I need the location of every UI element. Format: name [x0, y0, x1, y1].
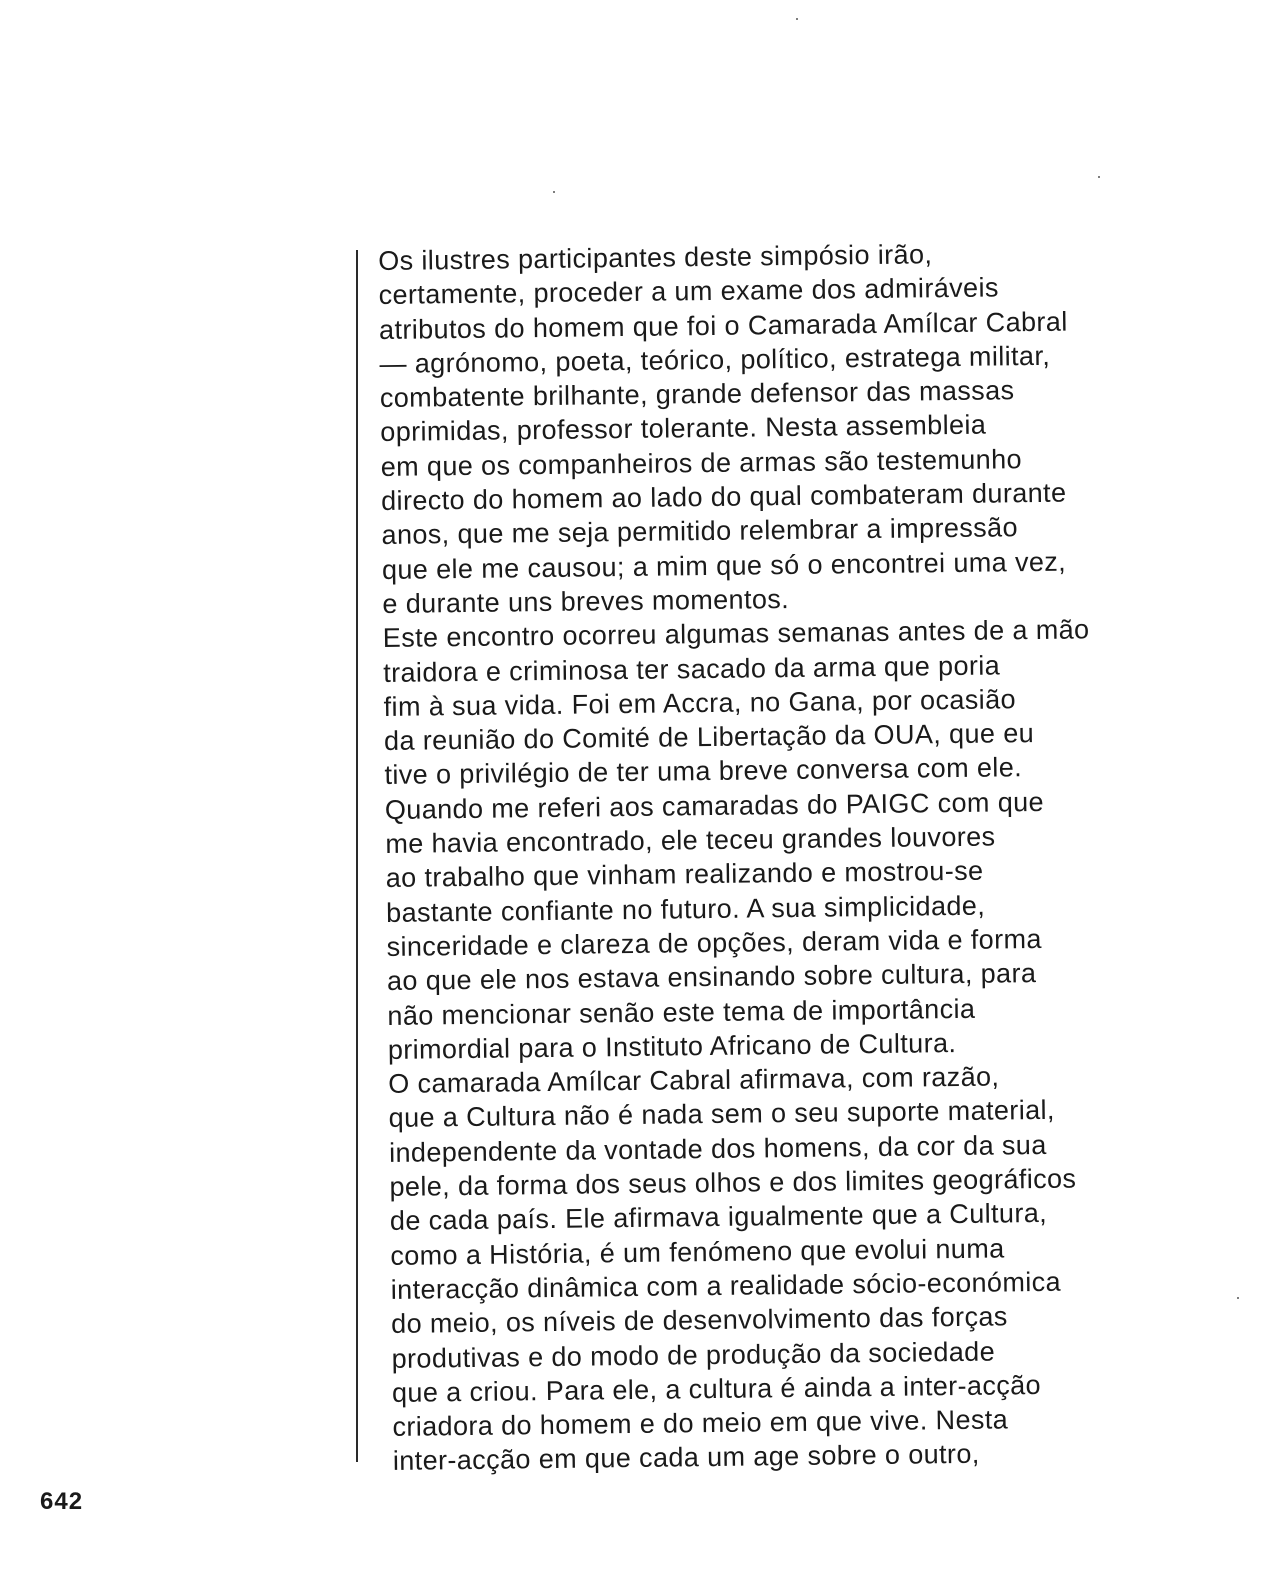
text-line: pele, da forma dos seus olhos e dos limites geográficos [389, 1163, 1077, 1202]
text-line: Quando me referi aos camaradas do PAIGC com que [384, 786, 1045, 825]
text-line: me havia encontrado, ele teceu grandes louvores [385, 821, 996, 860]
text-line: Os ilustres participantes deste simpósio irão, [378, 239, 933, 276]
text-line: ao trabalho que vinham realizando e mostrou-se [385, 855, 984, 894]
text-line: traidora e criminosa ter sacado da arma que poria [383, 649, 1001, 688]
text-line: não mencionar senão este tema de importância [387, 993, 976, 1031]
text-line: que a Cultura não é nada sem o seu suporte material, [388, 1095, 1056, 1134]
text-line: inter-acção em que cada um age sobre o outro, [392, 1439, 980, 1477]
text-line: em que os companheiros de armas são testemunho [380, 443, 1023, 482]
text-line: do meio, os níveis de desenvolvimento das forças [391, 1301, 1008, 1340]
body-text [378, 233, 1271, 1478]
page-number: 642 [40, 1488, 84, 1515]
text-line: ao que ele nos estava ensinando sobre cultura, para [386, 958, 1037, 997]
text-line: tive o privilégio de ter uma breve conversa com ele. [384, 752, 1023, 791]
text-line: directo do homem ao lado do qual combateram durante [380, 477, 1067, 517]
text-line: O camarada Amílcar Cabral afirmava, com razão, [388, 1061, 1000, 1100]
text-line: oprimidas, professor tolerante. Nesta assembleia [380, 410, 987, 448]
text-line: certamente, proceder a um exame dos admiráveis [378, 272, 999, 311]
text-line: da reunião do Comité de Libertação da OUA, que eu [383, 718, 1035, 757]
text-line: sinceridade e clareza de opções, deram vida e forma [386, 923, 1042, 962]
text-line: e durante uns breves momentos. [382, 583, 790, 619]
text-line: combatente brilhante, grande defensor das massas [379, 375, 1015, 414]
scan-speck [796, 18, 798, 20]
text-line: como a História, é um fenómeno que evolui numa [390, 1233, 1005, 1271]
text-line: — agrónomo, poeta, teórico, político, estratega militar, [379, 340, 1051, 379]
text-line: anos, que me seja permitido relembrar a impressão [381, 512, 1019, 551]
scan-speck [553, 191, 555, 193]
text-line: Este encontro ocorreu algumas semanas antes de a mão [382, 614, 1090, 654]
text-line: fim à sua vida. Foi em Accra, no Gana, por ocasião [383, 684, 1017, 722]
text-line: primordial para o Instituto Africano de Cultura. [387, 1027, 957, 1065]
text-line: que ele me causou; a mim que só o encontrei uma vez, [381, 546, 1067, 585]
text-line: bastante confiante no futuro. A sua simplicidade, [385, 890, 986, 928]
text-line: que a criou. Para ele, a cultura é ainda a inter-acção [391, 1369, 1042, 1408]
text-line: criadora do homem e do meio em que vive. Nesta [392, 1404, 1009, 1443]
scan-speck [1098, 176, 1100, 178]
margin-rule [356, 250, 358, 1462]
text-line: interacção dinâmica com a realidade sócio-económica [390, 1266, 1062, 1305]
text-line: independente da vontade dos homens, da cor da sua [388, 1129, 1047, 1168]
text-line: de cada país. Ele afirmava igualmente que a Cultura, [389, 1198, 1048, 1237]
text-line: produtivas e do modo de produção da sociedade [391, 1336, 996, 1374]
text-line: atributos do homem que foi o Camarada Amílcar Cabral [378, 306, 1068, 345]
scan-speck [1237, 1297, 1239, 1299]
